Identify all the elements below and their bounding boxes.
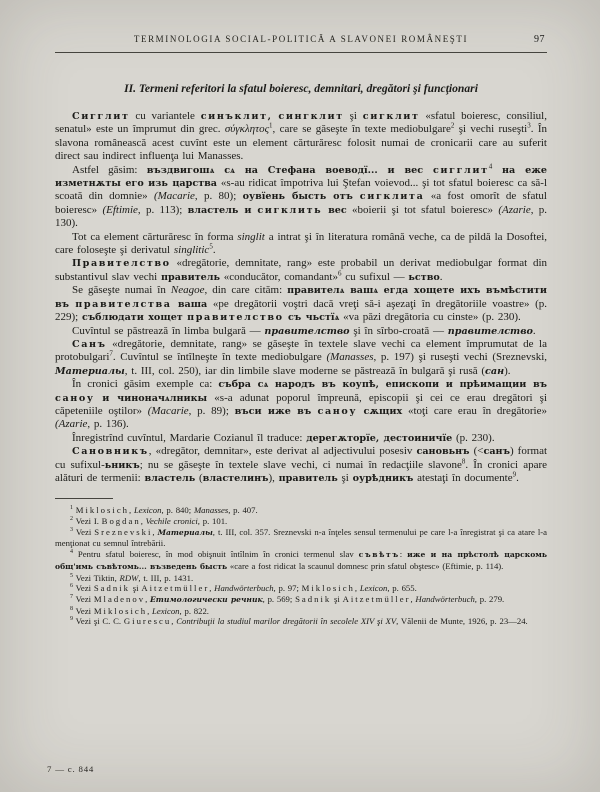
body-paragraph: Cuvîntul se păstrează în limba bulgară — правителство şi în sîrbo-croată — правителство.: [72, 324, 536, 337]
body-paragraph: Правителство «dregătorie, demnitate, rang» este probabil un derivat mediobulgar format din substantivul slav vechi правитель «conducător, comandant»$^6$ cu sufixul — ьство.: [55, 257, 547, 283]
header-rule: [55, 52, 547, 53]
footnote: $^6$ Vezi Sadnik şi Aitzetmüller, Handwörterbuch, p. 97; Miklosich, Lexicon, p. 655.: [70, 583, 417, 594]
body-paragraph: Tot ca element cărturăresc în forma singlit a intrat şi în literatura română veche, ca de pildă la Dosoftei, care foloseşte şi derivatul singlitic$^5$.: [55, 230, 548, 257]
running-header-title: TERMINOLOGIA SOCIAL-POLITICĂ A SLAVONEI ROMÂNEŞTI: [133, 34, 469, 44]
section-heading: II. Termeni referitori la sfatul boieresc, demnitari, dregători şi funcţionari: [124, 82, 478, 95]
page-content: [55, 34, 547, 627]
body-text: [55, 110, 547, 485]
footnote-rule: [55, 498, 113, 499]
running-header: [55, 34, 547, 47]
body-paragraph: Înregistrînd cuvîntul, Mardarie Cozianul îl traduce: дерегѫторїе, дестоиничїе (p. 230).: [72, 431, 495, 444]
body-paragraph: Санъ «dregătorie, demnitate, rang» se găseşte în textele slave vechi ca element împrumutat de la protobulgari$^7$. Cuvîntul se întîlneşte în texte mediobulgare (Manasses, p. 197) şi ruseşti vechi (Sreznevski, Материалы, t. III, col. 250), iar din limbile slave moderne se păstrează în bulgară şi rusă (сан).: [55, 337, 548, 377]
footnote: $^8$ Vezi Miklosich, Lexicon, p. 822.: [70, 605, 209, 616]
footnotes: [55, 505, 547, 627]
body-paragraph: Astfel găsim: въздвигошѧ сѧ на Стефана воеводї... и вес сигглит$^4$ на еже изметнѫты его изь царства «s-au ridicat împotriva lui Ştefan voievod... şi tot sfatul boieresc ca să-l scoată din domnie» (Macarie, p. 80); оувїень бысть отъ сигклита «a fost omorît de sfatul boieresc» (Eftimie, p. 113); властель и сигклить вес «boierii şi tot sfatul boieresc» (Azarie, p. 130).: [55, 161, 548, 230]
body-paragraph: Сигглит cu variantele синъклит, сингклит şi сигклит «sfatul boieresc, consiliul, senatul» este un împrumut din grec. σύγκλητος$^1$, care se găseşte în texte mediobulgare$^2$ şi vechi ruseşti$^3$. În slavona românească acest cuvînt este un element cărturăresc folosit numai de cronicarii care au suferit direct sau indirect influenţa lui Manasses.: [55, 110, 547, 163]
footnote: $^7$ Vezi Mladenov, Етимологически речник, p. 569; Sadnik şi Aitzetmüller, Handwörterbuch, p. 279.: [70, 594, 505, 604]
footnote: $^3$ Vezi Sreznevski, Материалы, t. III, col. 357. Sreznevski n-a înţeles sensul termenului pe care l-a înregistrat şi ca atare l-a menţionat cu semnul întrebării.: [55, 526, 547, 549]
footnote: $^2$ Vezi I. Bogdan, Vechile cronici, p. 101.: [70, 516, 228, 527]
body-paragraph: Сановникъ, «dregător, demnitar», este derivat al adjectivului posesiv сановьнъ (<санъ) format cu sufixul-ьникъ; nu se găseşte în textele slave vechi, ci numai în redacţiile slavone$^8$. În cronici apare alături de termenii: властель (властелинъ), правитель şi оурѣдникъ atestaţi în documente$^9$.: [55, 445, 548, 484]
page-number: 97: [534, 34, 545, 45]
body-paragraph: Se găseşte numai în Neagoe, din care cităm: правителѧ вашѧ егда хощете ихъ въмѣстити въ правителства ваша «pe dregătorii voştri dacă vreţi să-i aşezaţi în dregătoriile voastre» (p. 229); съблюдати хощет правителство съ чьстїѧ «va păzi dregătoria cu cinste» (p. 230).: [55, 284, 547, 324]
printer-signature: 7 — c. 844: [47, 764, 95, 774]
footnote: $^4$ Pentru sfatul boieresc, în mod obişnuit întîlnim în cronici termenul slav съвѣтъ: иже и на прѣстолѣ царскомь общ'имь съвѣтомь... възведень бысть «care a fost ridicat la scaunul domnesc prin sfatul obştesc» (Eftimie, p. 114).: [55, 549, 548, 571]
footnote: $^5$ Vezi Tiktin, RDW, t. III, p. 1431.: [70, 572, 194, 583]
body-paragraph: În cronici găsim exemple ca: събра сѧ народъ въ коупѣ, епископи и прѣимащии въ саноу и чиноначѧлникы «s-a adunat poporul împreună, episcopii şi cei ce erau dregători şi căpeteniile oştilor» (Macarie, p. 89); въси иже въ саноу сѫщих «toţi care erau în dregătorie» (Azarie, p. 136).: [55, 378, 548, 431]
footnote: $^1$ Miklosich, Lexicon, p. 840; Manasses, p. 407.: [70, 505, 258, 516]
footnote: $^9$ Vezi şi C. C. Giurescu, Contribuţii la studiul marilor dregătorii în secolele XIV şi XV, Vălenii de Munte, 1926, p. 23—24.: [70, 616, 528, 627]
